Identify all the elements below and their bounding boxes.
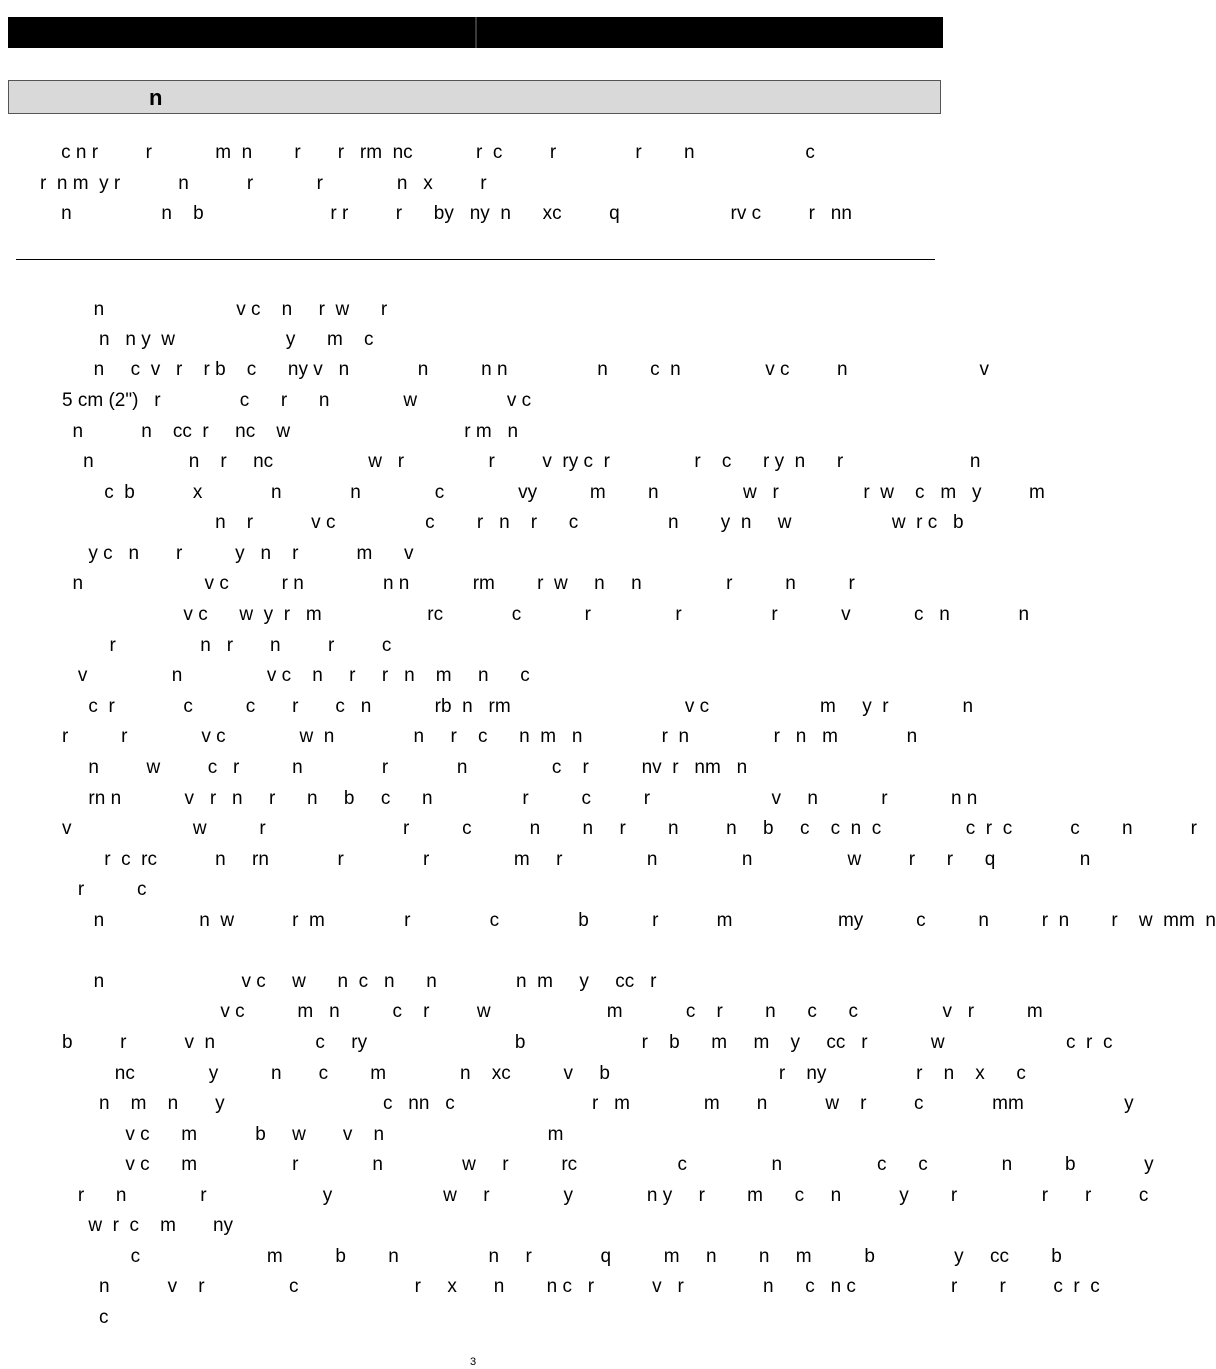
- body-line: v c m b w v n m: [62, 1124, 564, 1145]
- body-line: v c m n c r w m c r n c c v r m: [62, 1001, 1043, 1022]
- body-line: c: [62, 1307, 109, 1328]
- section-heading-box: [8, 80, 941, 114]
- section-title: n: [149, 85, 163, 110]
- body-line: r c rc n rn r r m r n n w r r q n: [62, 849, 1091, 870]
- body-line: n w c r n r n c r nv r nm n: [62, 757, 748, 778]
- body-line: v c w y r m rc c r r r v c n n: [62, 604, 1030, 625]
- body-line: n n cc r nc w r m n: [62, 421, 519, 442]
- body-line: w r c m ny: [62, 1215, 234, 1236]
- intro-line: c n r r m n r r rm nc r c r r n c: [40, 142, 815, 163]
- body-line: 5 cm (2") r c r n w v c: [62, 390, 532, 411]
- body-line: c r c c r c n rb n rm v c m y r n: [62, 696, 974, 717]
- body-line: rn n v r n r n b c n r c r v n r n n: [62, 788, 978, 809]
- body-line: n v c w n c n n n m y cc r: [62, 971, 657, 992]
- body-line: b r v n c ry b r b m m y cc r w c r c: [62, 1032, 1113, 1053]
- body-line: n v r c r x n n c r v r n c n c r r c r c: [62, 1276, 1100, 1297]
- header-bar: [8, 17, 943, 48]
- body-line: v c m r n w r rc c n c c n b y: [62, 1154, 1154, 1175]
- body-line: r n r y w r y n y r m c n y r r r c: [62, 1185, 1149, 1206]
- body-line: v n v c n r r n m n c: [62, 665, 530, 686]
- body-line: n m n y c nn c r m m n w r c mm y: [62, 1093, 1134, 1114]
- intro-line: n n b r r r by ny n xc q rv c r nn: [40, 203, 852, 224]
- body-line: c b x n n c vy m n w r r w c m y m: [62, 482, 1045, 503]
- body-line: n v c n r w r: [62, 299, 388, 320]
- body-line: n n w r m r c b r m my c n r n r w mm n: [62, 910, 1216, 931]
- body-line: n n r nc w r r v ry c r r c r y n r n: [62, 451, 981, 472]
- body-line: n n y w y m c: [62, 329, 374, 350]
- body-line: c m b n n r q m n n m b y cc b: [62, 1246, 1062, 1267]
- header-divider: [475, 17, 477, 48]
- body-line: y c n r y n r m v: [62, 543, 414, 564]
- body-line: r c: [62, 879, 147, 900]
- body-line: n r v c c r n r c n y n w w r c b: [62, 512, 964, 533]
- page-number: 3: [470, 1356, 477, 1368]
- body-line: n c v r r b c ny v n n n n n c n v c n v: [62, 359, 990, 380]
- section-divider: [16, 259, 935, 260]
- body-line: v w r r c n n r n n b c c n c c r c c n r: [62, 818, 1197, 839]
- body-line: r n r n r c: [62, 635, 392, 656]
- body-line: n v c r n n n rm r w n n r n r: [62, 573, 855, 594]
- intro-line: r n m y r n r r n x r: [40, 173, 487, 194]
- body-line: r r v c w n n r c n m n r n r n m n: [62, 726, 918, 747]
- body-line: nc y n c m n xc v b r ny r n x c: [62, 1063, 1026, 1084]
